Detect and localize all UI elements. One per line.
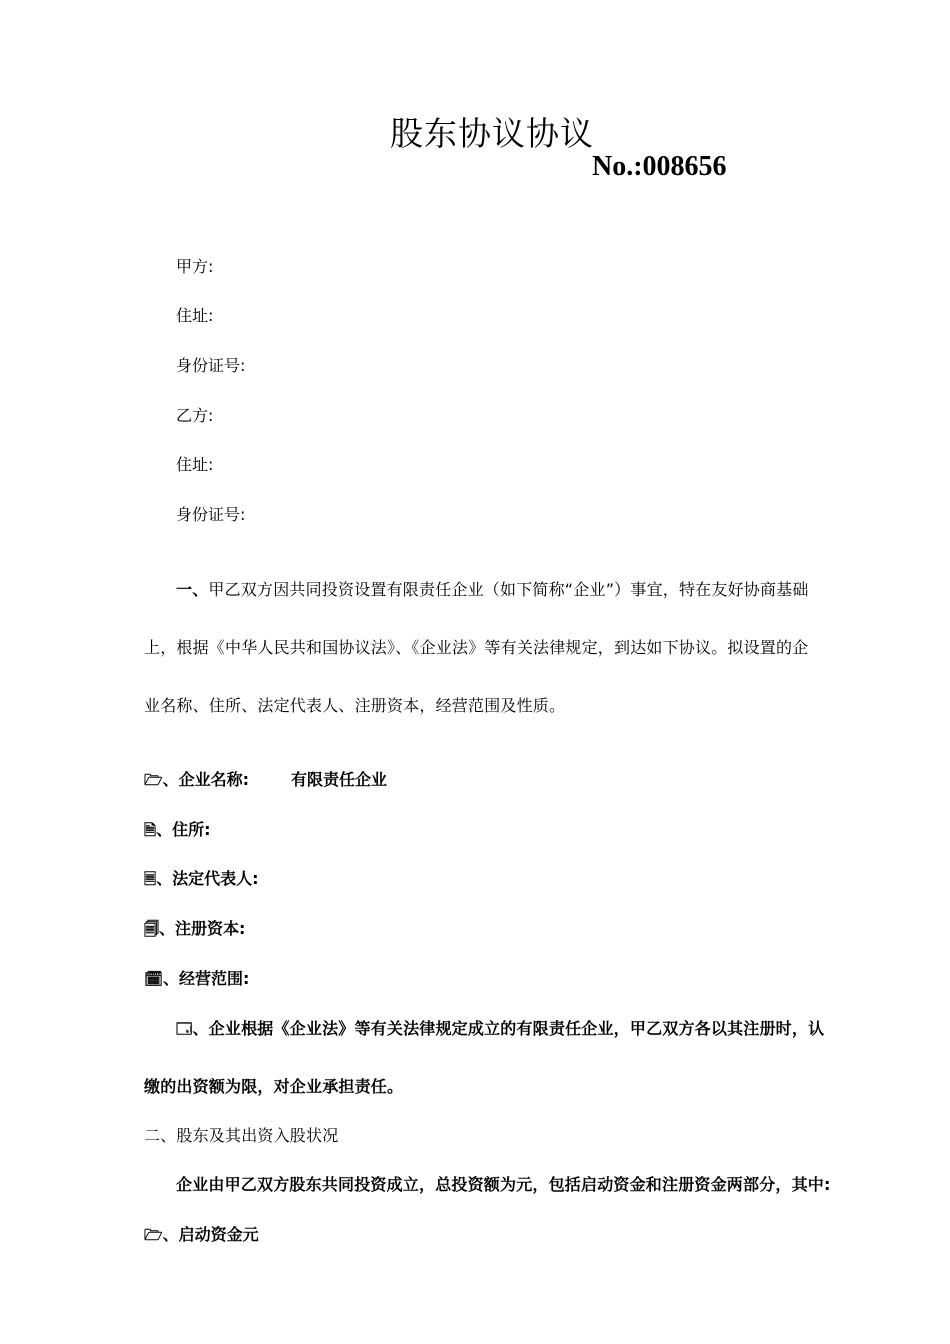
section2-heading: 二、股东及其出资入股状况 <box>144 1126 339 1145</box>
section2-startup-capital <box>144 1222 259 1250</box>
notepad-icon: 🗔 <box>176 1020 193 1038</box>
section1-line1 <box>176 577 809 600</box>
liability-text1: 、企业根据《企业法》等有关法律规定成立的有限责任企业，甲乙双方各以其注册时，认 <box>192 1019 825 1038</box>
party-a-id-label: 身份证号: <box>176 356 246 375</box>
item-legal-rep-label: 、法定代表人: <box>156 869 259 888</box>
page-icon: 🗏 <box>144 870 157 888</box>
liability-line2: 缴的出资额为限，对企业承担责任。 <box>144 1077 404 1096</box>
section1-line2: 上，根据《中华人民共和国协议法》、《企业法》等有关法律规定，到达如下协议。拟设置的企 <box>144 638 809 657</box>
party-b-address-label: 住址: <box>176 455 214 474</box>
party-a-address-label: 住址: <box>176 306 214 325</box>
item-company-name-value: 有限责任企业 <box>291 770 388 789</box>
item-address-label: 、住所: <box>156 820 211 839</box>
section2-startup-capital-label: 、启动资金元 <box>162 1225 259 1244</box>
item-company-name-label: 、企业名称: <box>162 770 250 789</box>
item-scope-label: 、经营范围: <box>163 969 250 988</box>
section2-paragraph: 企业由甲乙双方股东共同投资成立，总投资额为元，包括启动资金和注册资金两部分，其中: <box>176 1175 831 1194</box>
item-capital-label: 、注册资本: <box>159 919 246 938</box>
section1-lead: 一、 <box>176 580 209 599</box>
section1-text1: 甲乙双方因共同投资设置有限责任企业（如下简称“企业”）事宜，特在友好协商基础 <box>208 580 809 599</box>
item-capital <box>144 916 245 944</box>
pages-icon: 🗐 <box>144 920 159 938</box>
calendar-icon: 🗓 <box>144 970 164 988</box>
item-company-name <box>144 767 387 795</box>
document-title: 股东协议协议 <box>390 114 594 153</box>
item-address <box>144 817 210 845</box>
folder-icon: 🗁 <box>144 1226 163 1244</box>
party-a-label: 甲方: <box>176 257 214 276</box>
document-icon: 🗎 <box>144 821 157 839</box>
document-number: No.:008656 <box>592 151 727 182</box>
section1-line3: 业名称、住所、法定代表人、注册资本，经营范围及性质。 <box>144 696 566 715</box>
item-legal-rep <box>144 866 258 894</box>
party-b-label: 乙方: <box>176 406 214 425</box>
folder-icon: 🗁 <box>144 771 163 789</box>
item-scope <box>144 966 249 989</box>
liability-line1 <box>176 1016 824 1044</box>
party-b-id-label: 身份证号: <box>176 505 246 524</box>
